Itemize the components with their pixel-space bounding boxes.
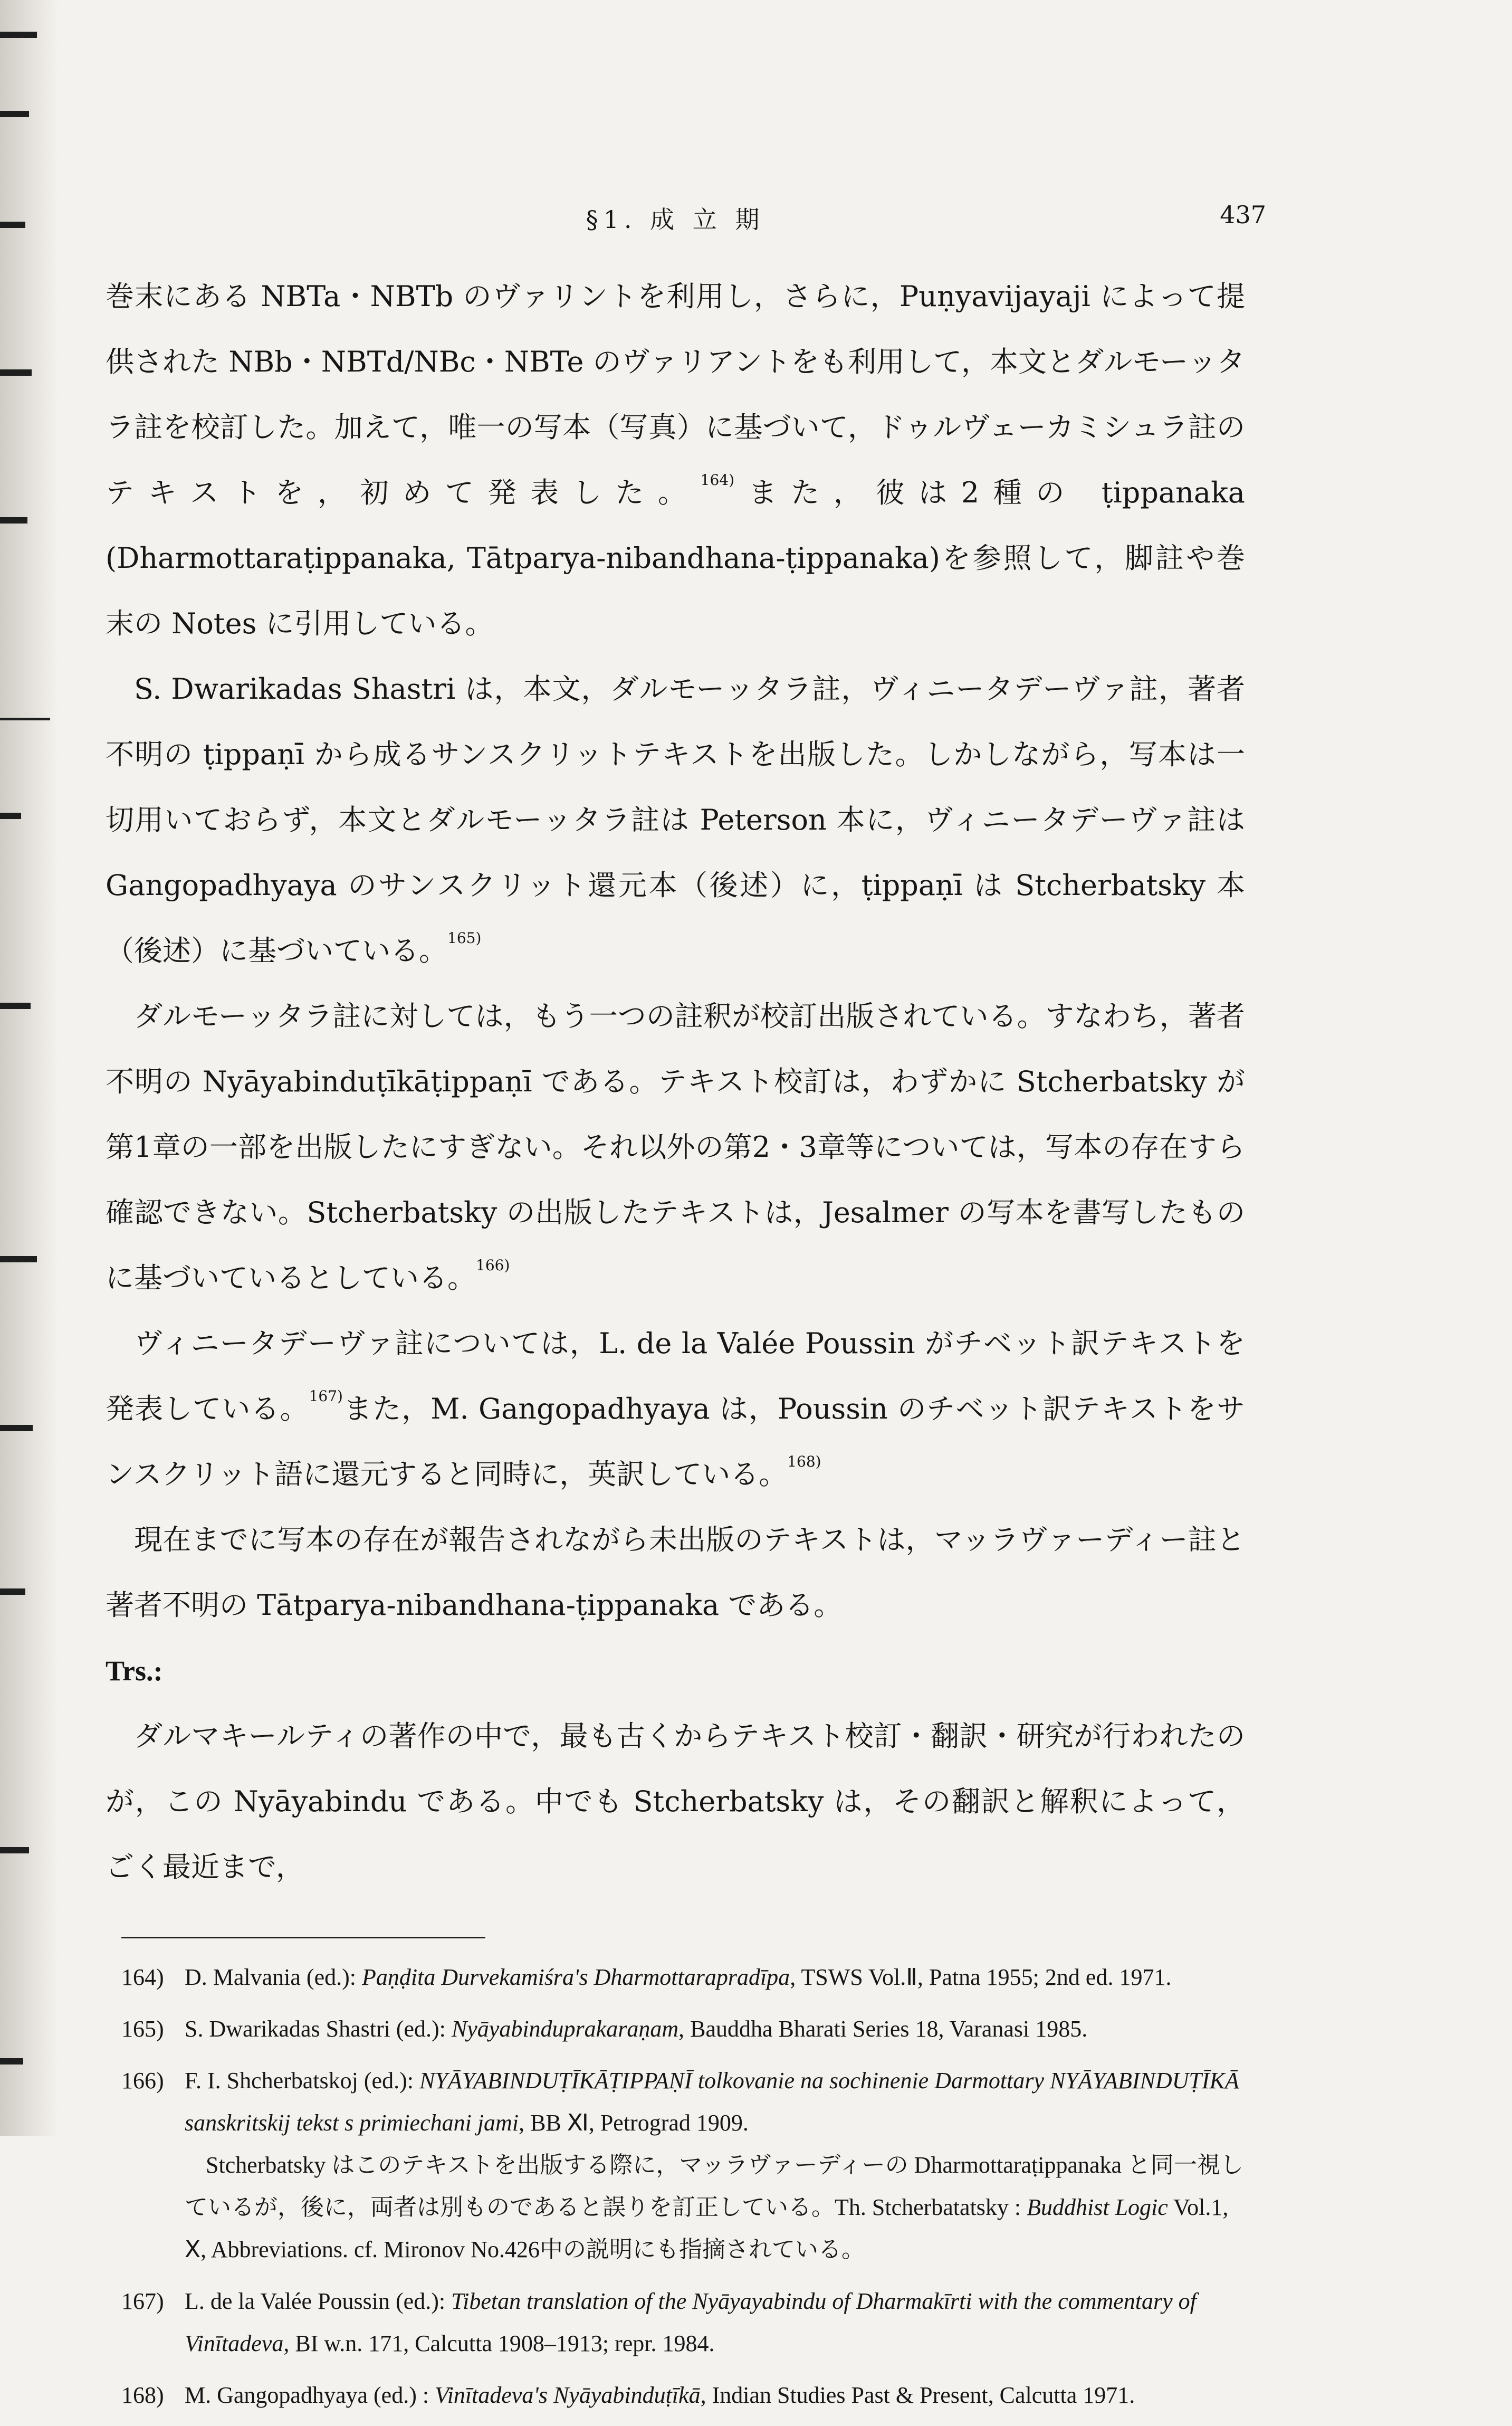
paragraph: S. Dwarikadas Shastri は，本文，ダルモーッタラ註，ヴィニータデーヴァ註，著者不明の ṭippaṇī から成るサンスクリットテキストを出版した。しかしながら，写本は一切用いておらず，本文とダルモーッタラ註は Peterson 本に，ヴィニータデーヴァ註は Gangopadhyaya のサンスクリット還元本（後述）に，ṭippaṇī は Stcherbatsky 本（後述）に基づいている。$^{165)}$ <box>106 672 1245 967</box>
binding-mark <box>0 1847 29 1853</box>
binding-mark <box>0 111 29 117</box>
running-header <box>106 201 1266 248</box>
binding-mark <box>0 1588 25 1595</box>
binding-mark <box>0 1003 31 1009</box>
paragraph: ヴィニータデーヴァ註については，L. de la Valée Poussin がチベット訳テキストを発表している。$^{167)}$また，M. Gangopadhyaya は，Poussin のチベット訳テキストをサンスクリット語に還元すると同時に，英訳している。$^{168)}$ <box>106 1327 1245 1491</box>
footnote-rule <box>121 1937 485 1938</box>
paragraph: ダルマキールティの著作の中で，最も古くからテキスト校訂・翻訳・研究が行われたのが，この Nyāyabindu である。中でも Stcherbatsky は，その翻訳と解釈によって，ごく最近まで， <box>106 1719 1245 1883</box>
note-ref: 165) <box>447 929 482 947</box>
footnote: 165) S. Dwarikadas Shastri (ed.): Nyāyabinduprakaraṇam, Bauddha Bharati Series 18, Varanasi 1985. <box>121 2016 1088 2042</box>
page-number: 437 <box>1220 201 1266 229</box>
binding-mark <box>0 813 21 819</box>
page <box>106 201 1266 2426</box>
note-ref: 168) <box>787 1453 821 1470</box>
binding-mark <box>0 32 37 38</box>
binding-mark <box>0 369 32 376</box>
binding-mark <box>0 1425 33 1431</box>
binding-mark <box>0 222 25 228</box>
note-ref: 167) <box>309 1387 343 1405</box>
paragraph: 現在までに写本の存在が報告されながら未出版のテキストは，マッラヴァーディー註と著者不明の Tātparya-nibandhana-ṭippanaka である。 <box>106 1523 1245 1622</box>
footnotes <box>106 1956 1245 2417</box>
paragraph: ダルモーッタラ註に対しては，もう一つの註釈が校訂出版されている。すなわち，著者不明の Nyāyabinduṭīkāṭippaṇī である。テキスト校訂は，わずかに Stcherbatsky が第1章の一部を出版したにすぎない。それ以外の第2・3章等については，写本の存在すら確認できない。Stcherbatsky の出版したテキストは，Jesalmer の写本を書写したものに基づいているとしている。$^{166)}$ <box>106 1000 1245 1295</box>
binding-mark <box>0 517 27 524</box>
note-ref: 164) <box>700 471 735 489</box>
note-ref: 166) <box>476 1257 510 1274</box>
trs-heading: Trs.: <box>106 1655 163 1687</box>
footnote: 168) M. Gangopadhyaya (ed.) : Vinītadeva's Nyāyabinduṭīkā, Indian Studies Past & Present, Calcutta 1971. <box>121 2382 1135 2408</box>
footnote: 164) D. Malvania (ed.): Paṇḍita Durvekamiśra's Dharmottarapradīpa, TSWS Vol.Ⅱ, Patna 1955; 2nd ed. 1971. <box>121 1964 1172 1990</box>
footnote: 167) L. de la Valée Poussin (ed.): Tibetan translation of the Nyāyayabindu of Dharmakīrti with the commentary of Vinītadeva, BI w.n. 171, Calcutta 1908–1913; repr. 1984. <box>121 2288 1197 2356</box>
footnote-continuation: Stcherbatsky はこのテキストを出版する際に，マッラヴァーディーの Dharmottaraṭippanaka と同一視しているが，後に，両者は別ものであると誤りを訂正している。Th. Stcherbatatsky : Buddhist Logic Vol.1, Ⅹ, Abbreviations. cf. Mironov No.426中の説明にも指摘されている。 <box>185 2152 1244 2262</box>
binding-mark <box>0 2058 23 2065</box>
footnote: 166) F. I. Shcherbatskoj (ed.): NYĀYABINDUṬĪKĀṬIPPAṆĪ tolkovanie na sochinenie Darmottary NYĀYABINDUṬĪKĀ sanskritskij tekst s primiechani jami, BB Ⅺ, Petrograd 1909. Stcherbatsky はこのテキストを出版する際に，マッラヴァーディーの Dharmottaraṭippanaka と同一視しているが，後に，両者は別ものであると誤りを訂正している。Th. Stcherbatatsky : Buddhist Logic Vol.1, Ⅹ, Abbreviations. cf. Mironov No.426中の説明にも指摘されている。 <box>121 2060 1245 2271</box>
binding-mark <box>0 718 50 720</box>
paragraph: 巻末にある NBTa・NBTb のヴァリントを利用し，さらに，Puṇyavijayaji によって提供された NBb・NBTd/NBc・NBTe のヴァリアントをも利用して，本文とダルモーッタラ註を校訂した。加えて，唯一の写本（写真）に基づいて，ドゥルヴェーカミシュラ註のテキストを，初めて発表した。$^{164)}$また，彼は2種の ṭippanaka (Dharmottaraṭippanaka, Tātparya-nibandhana-ṭippanaka)を参照して，脚註や巻末の Notes に引用している。 <box>106 280 1245 640</box>
section-title: §1. 成 立 期 <box>586 205 765 234</box>
binding-edge <box>0 0 58 2136</box>
binding-mark <box>0 1256 37 1262</box>
main-text <box>106 264 1245 1900</box>
